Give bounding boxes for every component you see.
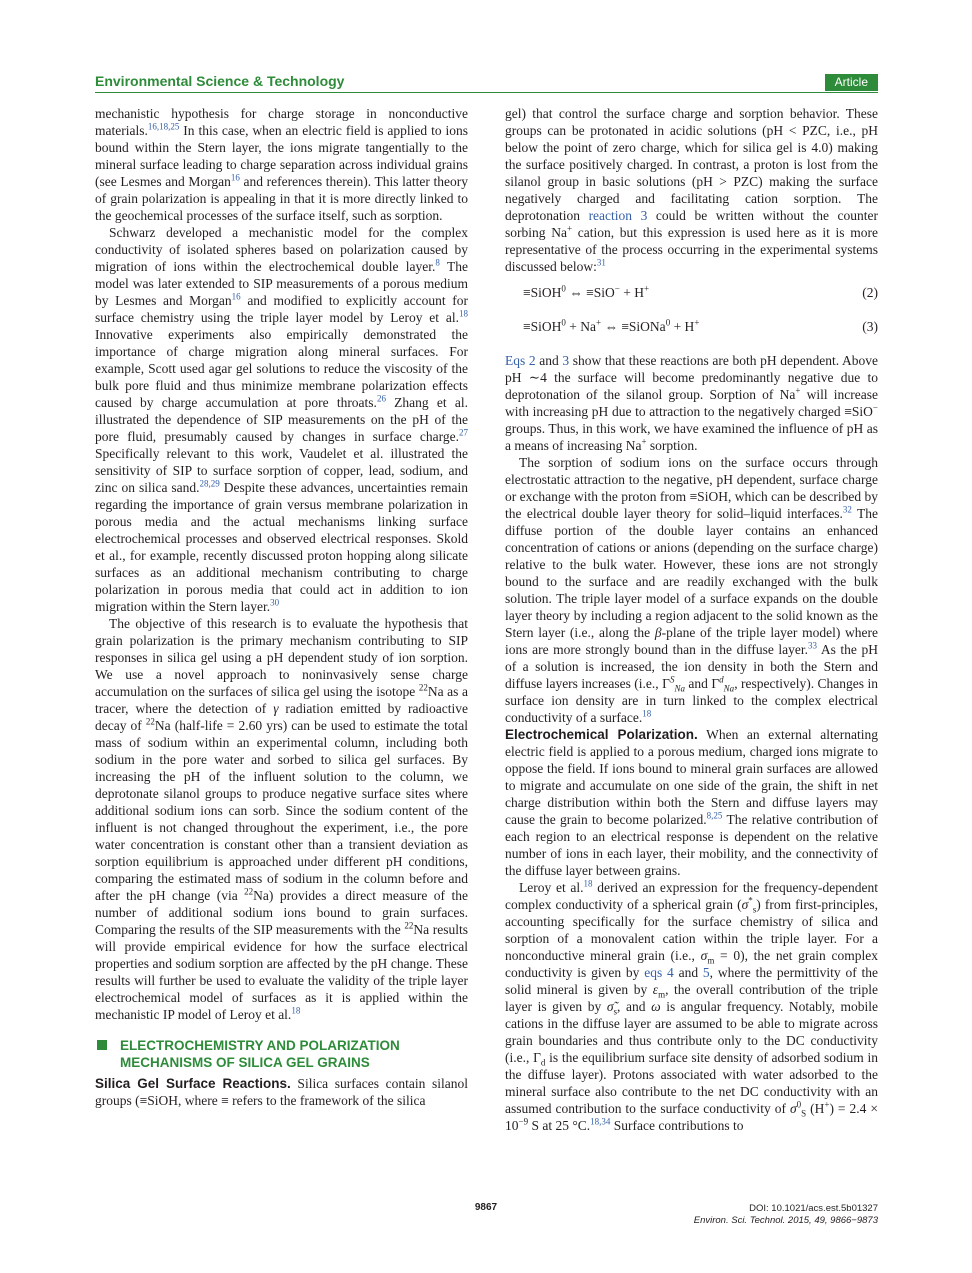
equation-3: ≡SiOH$^0$ + Na+ ⇔ ≡SiONa$^0$ + H+ (3) <box>523 317 878 334</box>
paragraph-ph-dependence: Eqs 2 and 3 show that these reactions are both pH dependent. Above pH ∼4 the surface will become predominantly negative due to deprotonation of the silanol group. Sorption of Na+ will increase with increasing pH due to attraction to the negatively charged ≡SiO− groups. Thus, in this work, we have examined the influence of pH as a means of increasing Na+ sorption. <box>505 353 878 453</box>
reaction-link[interactable]: reaction 3 <box>588 208 648 223</box>
citation-link[interactable]: 8 <box>435 257 440 268</box>
section-heading: ELECTROCHEMISTRY AND POLARIZATION MECHANISMS OF SILICA GEL GRAINS <box>95 1037 468 1071</box>
citation-link[interactable]: 16,18,25 <box>147 121 180 132</box>
paragraph-research-objective: The objective of this research is to evaluate the hypothesis that grain polarization is the primary mechanism contributing to SIP responses in silica gel using a pH dependent study of ion sorption. We use a novel approach to noninvasively sense charge accumulation on the surfaces of silica gel using the isotope $^{22}$Na as a tracer, where the detection of γ radiation emitted by radioactive decay of $^{22}$Na (half-life = 2.60 yrs) can be used to estimate the total mass of sodium within an experimental column, including both sodium in the pore water and sorbed to silica gel surfaces. By increasing the pH of the influent solution to the column, we deprotonate silanol groups to produce negative surface sites where additional sodium ions can sorb. Since the sodium content of the influent is not changed throughout the experiment, i.e., the pore water concentration is constant other than a transient deviation as sorption equilibrium is approached under different pH conditions, comparing the estimated mass of sodium in the column before and after the pH change (via $^{22}$Na) provides a direct measure of the number of additional sodium ions bound to grain surfaces. Comparing the results of the SIP measurements with the $^{22}$Na results will provide empirical evidence for how the surface electrical properties and sodium sorption are affected by the pH change. These results will further be used to evaluate the validity of the triple layer electrochemical model of surfaces as it is applied within the mechanistic IP model of Leroy et al.$^{18}$ <box>95 616 468 1022</box>
paragraph-electrochemical-polarization: Electrochemical Polarization. When an external alternating electric field is applied to a porous medium, charged ions migrate to oppose the field. If ions bound to mineral grain surfaces are allowed to migrate and accumulate on one side of the grain, the shift in net charge distribution within both the Stern and diffuse layers may cause the grain to become polarized.$^{8,25}$ The relative contribution of each region to an electrical response is dependent on the relative number of ions in each layer, their mobility, and the connectivity of the diffuse layer between grains. <box>505 727 878 878</box>
subsection-heading: Electrochemical Polarization. <box>505 727 698 742</box>
citation-link[interactable]: 33 <box>808 640 818 651</box>
citation-link[interactable]: 16 <box>231 291 241 302</box>
citation-link[interactable]: 26 <box>376 393 386 404</box>
equation-number: (3) <box>862 319 878 334</box>
citation-link[interactable]: 16 <box>230 172 240 183</box>
equation-link[interactable]: 3 <box>562 353 570 368</box>
subsection-heading: Silica Gel Surface Reactions. <box>95 1076 291 1091</box>
page-number: 9867 <box>474 1202 498 1213</box>
citation-link[interactable]: 18,34 <box>590 1116 611 1127</box>
left-column <box>95 105 468 1190</box>
equation-link[interactable]: 5 <box>702 965 710 980</box>
equation-link[interactable]: eqs 4 <box>644 965 674 980</box>
section-marker-icon <box>97 1040 107 1050</box>
journal-citation: Environ. Sci. Technol. 2015, 49, 9866−9873 <box>693 1215 878 1226</box>
citation-link[interactable]: 18 <box>291 1005 301 1016</box>
running-header <box>95 74 878 93</box>
citation-link[interactable]: 18 <box>583 878 593 889</box>
equation-2: ≡SiOH$^0$ ⇔ ≡SiO− + H+ (2) <box>523 283 878 300</box>
journal-title: Environmental Science & Technology <box>95 73 345 89</box>
paragraph-leroy-expression: Leroy et al.$^{18}$ derived an expression for the frequency-dependent complex conductivity of a spherical grain $(\sigma^*_s)$ from first-principles, accounting specifically for the surface chemistry of silica and sorption of a monovalent cation within the triple layer. For a nonconductive mineral grain (i.e., $\sigma_m = 0$), the net grain complex conductivity is given by eqs 4 and 5, where the permittivity of the solid mineral is given by $\varepsilon_m$, the overall contribution of the triple layer is given by $\sigmã_s$, and ω is angular frequency. Notably, mobile cations in the diffuse layer are assumed to be able to migrate across grain boundaries and thus contribute only to the DC conductivity (i.e., $\Gamma_d$ is the equilibrium surface site density of adsorbed sodium in the diffuse layer). Protons associated with water adsorbed to the mineral surface also contribute to the net DC conductivity with an assumed contribution to the surface conductivity of $\sigma^0_S$ $(H^+) = 2.4 \times 10^{-9}$ S at 25 °C.$^{18,34}$ Surface contributions to <box>505 878 878 1133</box>
footer-citation-block <box>694 1203 878 1227</box>
paragraph-silanol-groups: gel) that control the surface charge and sorption behavior. These groups can be protonated in acidic solutions (pH < PZC, i.e., pH below the point of zero charge, which for silica gel is 4.0) making the surface positively charged. In contrast, a proton is lost from the silanol group in basic solutions (pH > PZC) making the surface negatively charged and facilitating cation sorption. The deprotonation reaction 3 could be written without the counter sorbing Na+ cation, but this expression is used here as it is more representative of the process occurring in the experimental systems discussed below:$^{31}$ <box>505 106 878 274</box>
equation-link[interactable]: Eqs 2 <box>505 353 536 368</box>
right-column <box>505 105 878 1190</box>
paragraph-schwarz-model: Schwarz developed a mechanistic model for the complex conductivity of isolated spheres based on polarization caused by migration of ions within the electrochemical double layer.$^8$ The model was later extended to SIP measurements of a porous medium by Lesmes and Morgan$^{16}$ and modified to explicitly account for surface chemistry using the triple layer model by Leroy et al.$^{18}$ Innovative experiments also empirically demonstrated the importance of charge migration along mineral surfaces. For example, Scott used agar gel solutions to reduce the viscosity of the bulk pore fluid and thus minimize membrane polarization effects caused by charge accumulation at pore throats.$^{26}$ Zhang et al. illustrated the dependence of SIP measurements on the pH of the pore fluid, presumably caused by changes in surface charge.$^{27}$ Specifically relevant to this work, Vaudelet et al. illustrated the sensitivity of SIP to surface sorption of copper, lead, sodium, and zinc on silica sand.$^{28,29}$ Despite these advances, uncertainties remain regarding the importance of grain versus membrane polarization in porous media and the actual mechanisms linking surface electrochemical processes and observed electrical responses. Skold et al., for example, recently discussed proton hopping along silicate surfaces as an additional mechanism contributing to charge polarization in porous media that could act in addition to ion migration within the Stern layer.$^{30}$ <box>95 225 468 614</box>
paragraph-grain-polarization: mechanistic hypothesis for charge storage in nonconductive materials.$^{16,18,25}$ In this case, when an electric field is applied to ions bound within the Stern layer, the ions migrate tangentially to the mineral surface leading to charge separation across individual grains (see Lesmes and Morgan$^{16}$ and references therein). This latter theory of grain polarization is appealing in that it is more directly linked to the geochemical processes of the surface itself, such as sorption. <box>95 106 468 223</box>
paragraph-double-layer: The sorption of sodium ions on the surface occurs through electrostatic attraction to the negative, pH dependent, surface charge or exchange with the proton from ≡SiOH, which can be described by the electrical double layer theory for solid–liquid interfaces.$^{32}$ The diffuse portion of the double layer contains an enhanced concentration of cations or anions (depending on the surface charge) relative to the bulk water. However, these ions are not strongly bound to the surface and are readily exchanged with the bulk solution. The triple layer model of a surface expands on the double layer theory by including a region adjacent to the solid known as the Stern layer (i.e., along the β-plane of the triple layer model) where ions are more strongly bound than in the diffuse layer.$^{33}$ As the pH of a solution is increased, the ion density in both the Stern and diffuse layers increases (i.e., $\Gamma^S_{Na}$ and $\Gamma^d_{Na}$, respectively). Changes in surface ion density are in turn linked to the complex electrical conductivity of a surface.$^{18}$ <box>505 455 878 725</box>
equation-number: (2) <box>862 285 878 300</box>
doi-link[interactable]: DOI: 10.1021/acs.est.5b01327 <box>749 1203 878 1214</box>
citation-link[interactable]: 8,25 <box>706 810 723 821</box>
article-type-badge: Article <box>825 74 878 91</box>
citation-link[interactable]: 18 <box>642 708 652 719</box>
citation-link[interactable]: 27 <box>459 427 468 438</box>
citation-link[interactable]: 28,29 <box>199 478 220 489</box>
citation-link[interactable]: 30 <box>270 597 280 608</box>
citation-link[interactable]: 18 <box>459 308 468 319</box>
citation-link[interactable]: 31 <box>596 257 606 268</box>
citation-link[interactable]: 32 <box>842 504 852 515</box>
paragraph-silica-surface-reactions: Silica Gel Surface Reactions. Silica surfaces contain silanol groups (≡SiOH, where ≡ refers to the framework of the silica <box>95 1076 468 1108</box>
